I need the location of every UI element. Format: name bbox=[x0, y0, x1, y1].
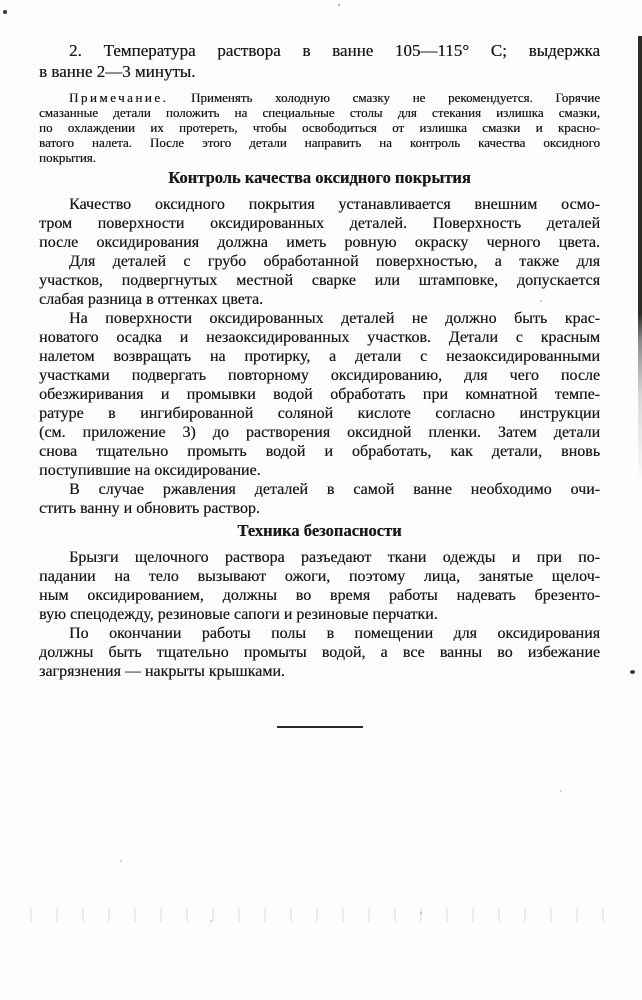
text-line: загрязнения — накрыты крышками. bbox=[39, 663, 285, 680]
text-line: Брызги щелочного раствора разъедают ткани одежды и при по- bbox=[69, 549, 600, 566]
paragraph bbox=[39, 252, 600, 309]
text-line: стить ванну и обновить раствор. bbox=[39, 500, 260, 517]
text-line: ватого налета. После этого детали направить на контроль качества оксидного bbox=[39, 135, 600, 150]
text-line: смазанные детали положить на специальные столы для стекания излишка смазки, bbox=[39, 105, 600, 120]
text-line: по охлаждении их протереть, чтобы освободиться от излишка смазки и красно- bbox=[39, 120, 600, 135]
scan-edge-artifact bbox=[638, 36, 642, 484]
section-heading-quality-control: Контроль качества оксидного покрытия bbox=[168, 168, 471, 187]
text-line: покрытия. bbox=[39, 150, 96, 165]
note-text: Применять холодную смазку не рекомендуется. Горячие bbox=[190, 90, 601, 105]
note-label: Примечание. bbox=[69, 90, 169, 105]
text-line: поступившие на оксидирование. bbox=[39, 462, 261, 479]
text-line: Для деталей с грубо обработанной поверхностью, а также для bbox=[69, 253, 600, 270]
text-line: Качество оксидного покрытия устанавливается внешним осмо- bbox=[69, 196, 600, 213]
page-content bbox=[39, 40, 600, 728]
text-line: 2. Температура раствора в ванне 105—115° С; выдержка bbox=[69, 41, 600, 60]
text-line: (см. приложение 3) до растворения оксидной пленки. Затем детали bbox=[39, 424, 600, 441]
scan-speckle bbox=[338, 4, 340, 6]
text-line: тром поверхности оксидированных деталей. Поверхность деталей bbox=[39, 215, 600, 232]
text-line: падании на тело вызывают ожоги, поэтому лица, занятые щелоч- bbox=[39, 568, 600, 585]
text-line: после оксидирования должна иметь ровную окраску черного цвета. bbox=[39, 234, 600, 251]
text-line: участков, подвергнутых местной сварке или штамповке, допускается bbox=[39, 272, 600, 289]
paragraph-bath-temperature bbox=[39, 40, 600, 82]
text-line: ным оксидированием, должны во время работы надевать брезенто- bbox=[39, 587, 600, 604]
scan-speckle bbox=[120, 860, 122, 862]
section-heading-safety: Техника безопасности bbox=[237, 521, 402, 540]
text-line: По окончании работы полы в помещении для оксидирования bbox=[69, 625, 600, 642]
text-line: На поверхности оксидированных деталей не должно быть крас- bbox=[69, 310, 600, 327]
scan-speckle bbox=[540, 300, 542, 302]
text-line: участками подвергать повторному оксидированию, для чего после bbox=[39, 367, 600, 384]
scan-speckle bbox=[560, 790, 562, 792]
text-line bbox=[39, 90, 600, 105]
text-line: слабая разница в оттенках цвета. bbox=[39, 291, 264, 308]
text-line: новатого осадка и незаоксидированных участков. Детали с красным bbox=[39, 329, 600, 346]
scan-speckle bbox=[630, 670, 635, 674]
paragraph bbox=[39, 195, 600, 252]
scan-speckle bbox=[3, 10, 7, 14]
text-line: должны быть тщательно промыты водой, а все ванны во избежание bbox=[39, 644, 600, 661]
text-line: В случае ржавления деталей в самой ванне необходимо очи- bbox=[69, 481, 600, 498]
text-line: вую спецодежду, резиновые сапоги и резиновые перчатки. bbox=[39, 606, 438, 623]
text-line: налетом возвращать на протирку, а детали с незаоксидированными bbox=[39, 348, 600, 365]
text-line: снова тщательно промыть водой и обработать, как детали, вновь bbox=[39, 443, 600, 460]
page-bleed-through bbox=[30, 908, 610, 922]
text-line: ратуре в ингибированной соляной кислоте согласно инструкции bbox=[39, 405, 600, 422]
paragraph bbox=[39, 480, 600, 518]
text-line: в ванне 2—3 минуты. bbox=[39, 62, 196, 81]
paragraph bbox=[39, 624, 600, 681]
end-divider bbox=[277, 726, 363, 728]
paragraph bbox=[39, 309, 600, 480]
paragraph bbox=[39, 548, 600, 624]
note-paragraph bbox=[39, 90, 600, 165]
text-line: обезжиривания и промывки водой обработать при комнатной темпе- bbox=[39, 386, 600, 403]
